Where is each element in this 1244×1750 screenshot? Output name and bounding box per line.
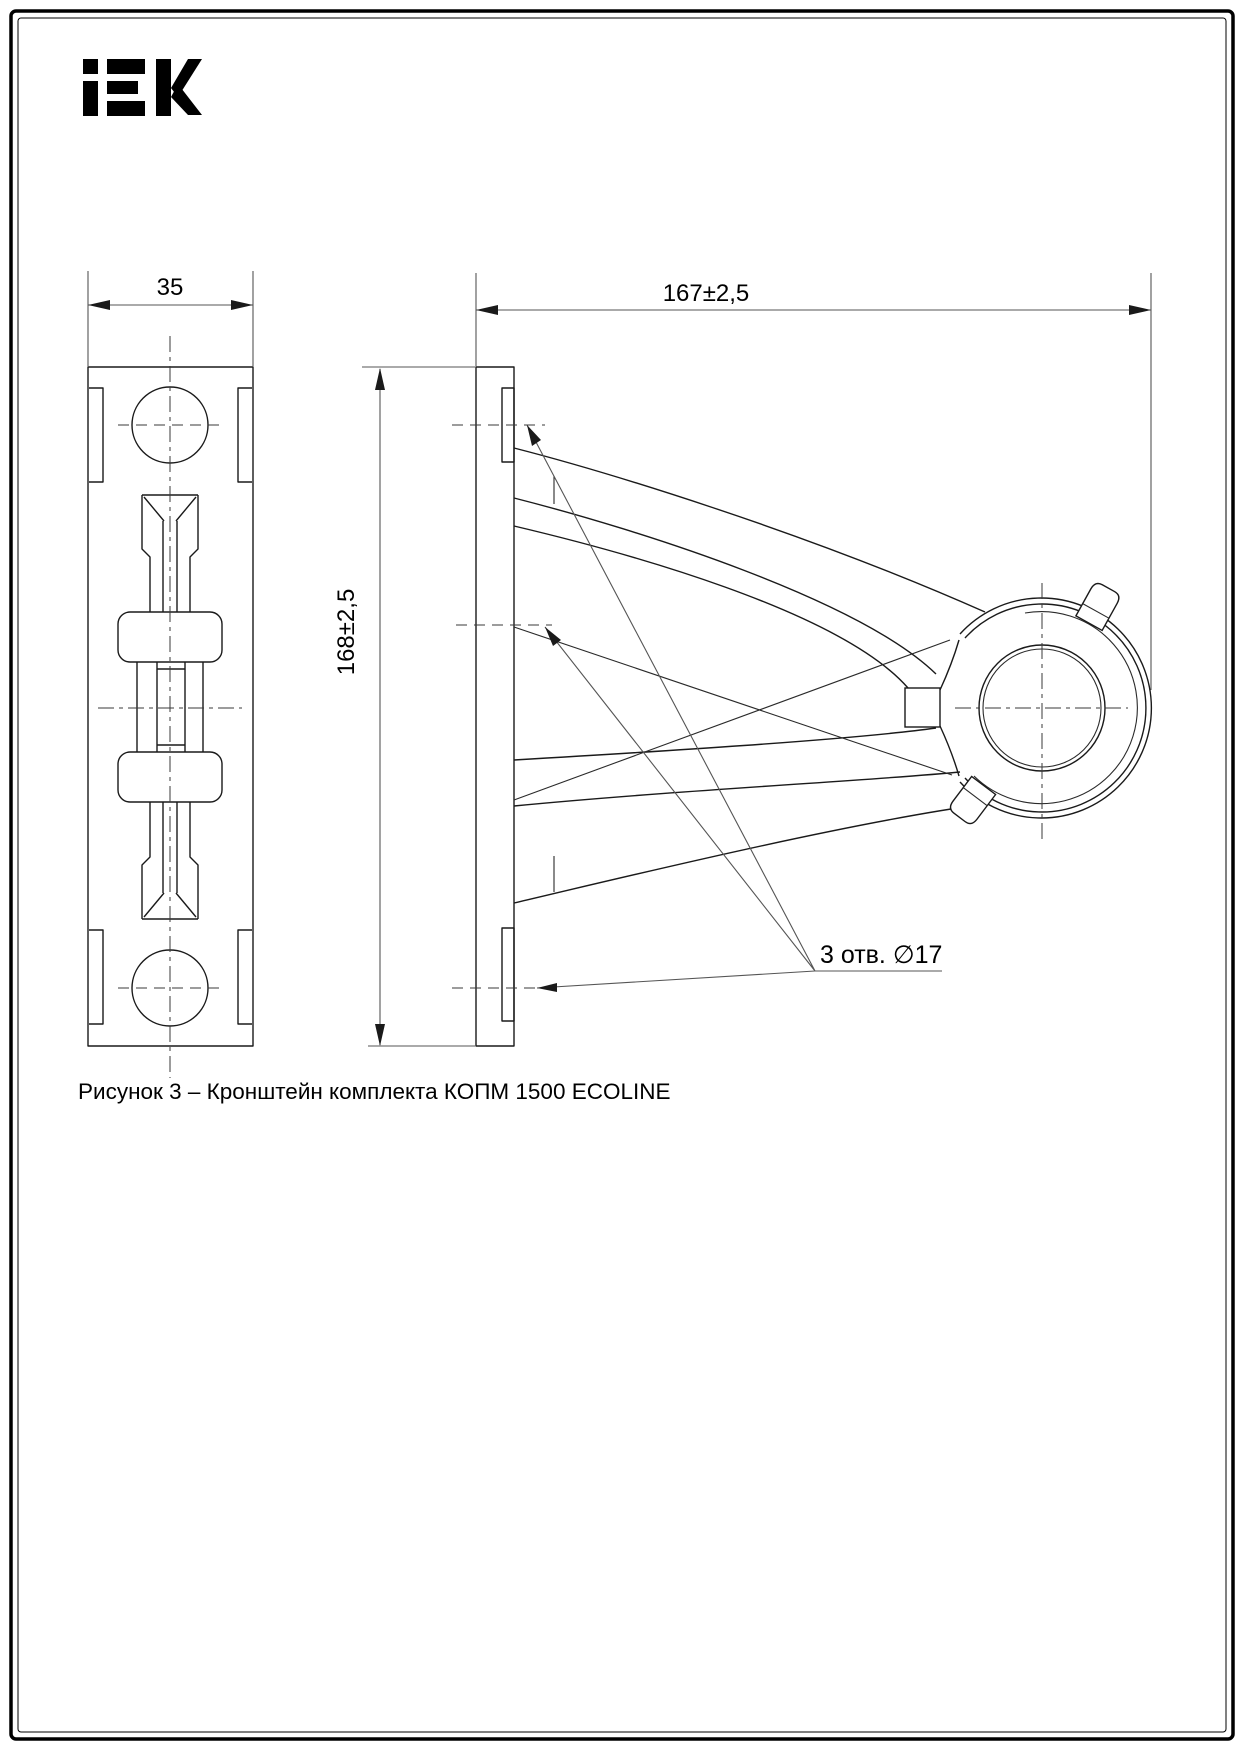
- dimension-side-height: [333, 367, 475, 1046]
- side-arms: [514, 448, 985, 903]
- clamp-lug-top: [1076, 581, 1122, 631]
- side-view: [452, 367, 1151, 1046]
- dim-front-width-value: 35: [156, 274, 184, 301]
- holes-label: 3 отв. ∅17: [820, 941, 943, 969]
- logo-letter-k: [156, 59, 202, 116]
- side-bottom-boss: [502, 928, 514, 1021]
- logo-letter-i: [83, 59, 98, 116]
- slot: [89, 930, 103, 1024]
- dimension-side-reach: [476, 273, 1151, 690]
- slot: [238, 388, 252, 482]
- holes-leader-note: [527, 425, 942, 992]
- clamp-lug-bottom: [948, 776, 996, 826]
- clamp-hub: [905, 688, 940, 727]
- figure-caption: Рисунок 3 – Кронштейн комплекта КОПМ 1500 ECOLINE: [78, 1079, 671, 1104]
- iek-logo: [83, 59, 202, 116]
- dim-side-height-value: 168±2,5: [333, 588, 360, 676]
- side-plate: [476, 367, 514, 1046]
- page-border: [11, 11, 1233, 1739]
- slot: [238, 930, 252, 1024]
- slot: [89, 388, 103, 482]
- clamp-ring: [905, 581, 1151, 827]
- dim-side-reach-value: 167±2,5: [662, 280, 750, 307]
- front-view: [88, 336, 253, 1078]
- logo-letter-e: [107, 59, 145, 116]
